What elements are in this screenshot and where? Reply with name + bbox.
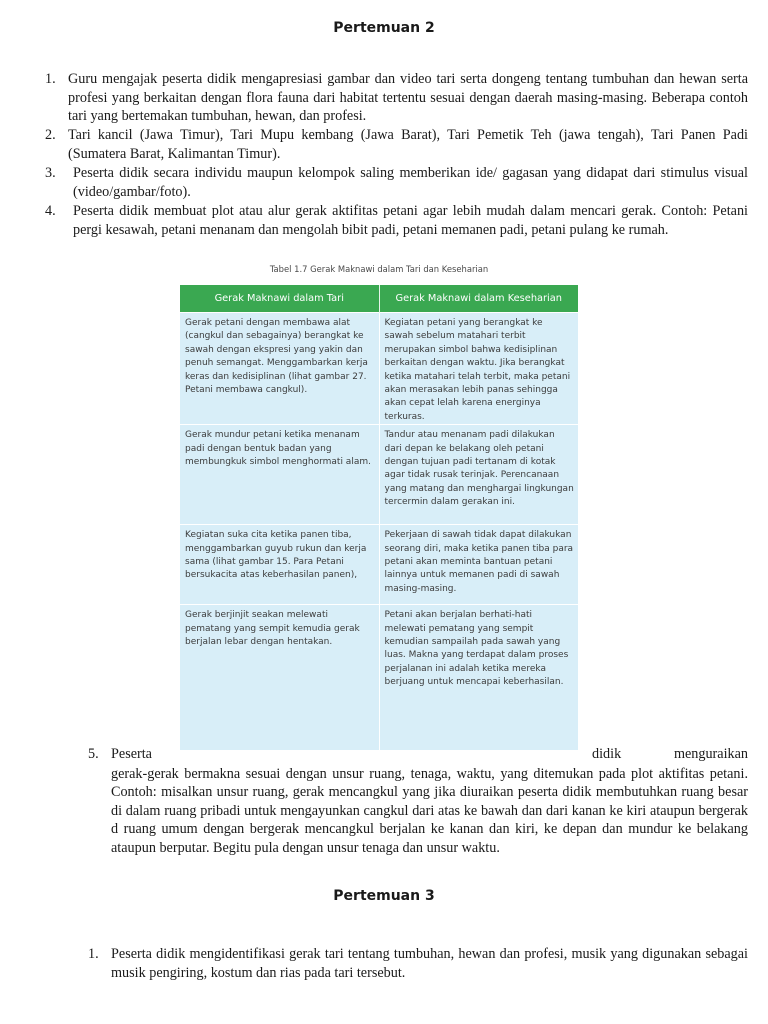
table-cell: Tandur atau menanam padi dilakukan dari depan ke belakang oleh petani dengan tujuan padi tertanam di kotak agar tidak rusak terinjak. Perencanaan yang matang dan menghargai lingkungan tercermin dalam gerakan ini. [379, 425, 578, 525]
meeting-2-list [45, 70, 748, 258]
meeting-3-list [88, 945, 748, 982]
table-header-cell: Gerak Maknawi dalam Tari [180, 285, 379, 313]
list-item-word: menguraikan [673, 746, 748, 762]
list-item-text: Peserta didik mengidentifikasi gerak tari tentang tumbuhan, hewan dan profesi, musik yang digunakan sebagai musik pengiring, kostum dan rias pada tari tersebut. [111, 946, 748, 981]
list-item-number: 1. [88, 946, 99, 962]
list-item [45, 126, 748, 164]
table-cell: Kegiatan petani yang berangkat ke sawah sebelum matahari terbit merupakan simbol bahwa kedisiplinan berkaitan dengan waktu. Jika berangkat ketika matahari telah terbit, maka petani akan merasakan lebih panas sehingga akan cepat lelah karena energinya terkuras. [379, 313, 578, 425]
table-caption: Tabel 1.7 Gerak Maknawi dalam Tari dan Keseharian [269, 264, 489, 274]
table-cell: Gerak mundur petani ketika menanam padi dengan bentuk badan yang membungkuk simbol menghormati alam. [180, 425, 379, 525]
list-item-number: 1. [45, 71, 56, 87]
page-title-meeting-3: Pertemuan 3 [333, 888, 435, 904]
table-row [180, 525, 578, 605]
list-item [45, 164, 748, 202]
list-item-text: Peserta didik secara individu maupun kelompok saling memberikan ide/ gagasan yang didapat dari stimulus visual (video/gambar/foto). [73, 165, 748, 200]
list-item-text: Guru mengajak peserta didik mengapresiasi gambar dan video tari serta dongeng tentang tumbuhan dan hewan serta profesi yang berkaitan dengan flora fauna dari habitat tertentu sesuai dengan daerah masing-masing. Beberapa contoh tari yang bertemakan tumbuhan, hewan, dan profesi. [68, 71, 748, 125]
table-header-cell: Gerak Maknawi dalam Keseharian [379, 285, 578, 313]
list-item-word: Peserta [111, 746, 152, 762]
list-item-number: 2. [45, 127, 56, 143]
table-row [180, 425, 578, 525]
list-item-number: 4. [45, 203, 56, 219]
list-item-number: 3. [45, 165, 56, 181]
table-cell: Petani akan berjalan berhati-hati melewati pematang yang sempit kemudian sampailah pada sawah yang luas. Makna yang terdapat dalam proses perjalanan ini adalah ketika mereka berjuang untuk mencapai keberhasilan. [379, 605, 578, 750]
table-cell: Kegiatan suka cita ketika panen tiba, menggambarkan guyub rukun dan kerja sama (lihat gambar 15. Para Petani bersukacita atas keberhasilan panen), [180, 525, 379, 605]
table-cell: Pekerjaan di sawah tidak dapat dilakukan seorang diri, maka ketika panen tiba para petani akan meminta bantuan petani lainnya untuk memanen padi di sawah masing-masing. [379, 525, 578, 605]
list-item-5-text: gerak-gerak bermakna sesuai dengan unsur ruang, tenaga, waktu, yang ditemukan pada plot aktifitas petani. Contoh: misalkan unsur ruang, gerak mencangkul yang jika diuraikan peserta didik membutuhkan ruang besar di dalam ruang pribadi untuk mengayunkan cangkul dari atas ke bawah dan dari kanan ke kiri ataupun bergerak d ruang umum dengan bergerak mencangkul berjalan ke kanan dan kiri, ke depan dan mundur ke belakang ataupun berputar. Begitu pula dengan unsur tenaga dan unsur waktu. [111, 766, 748, 856]
page-title-meeting-2: Pertemuan 2 [333, 20, 435, 36]
table-header-row [180, 285, 578, 313]
gerak-maknawi-table [180, 285, 578, 750]
list-item-number: 5. [88, 746, 99, 762]
list-item [88, 945, 748, 982]
table-cell: Gerak berjinjit seakan melewati pematang yang sempit kemudia gerak berjalan lebar dengan hentakan. [180, 605, 379, 750]
table-row [180, 313, 578, 425]
list-item [45, 202, 748, 258]
table-row [180, 605, 578, 750]
list-item-word: didik [592, 746, 622, 762]
list-item-text: Peserta didik membuat plot atau alur gerak aktifitas petani agar lebih mudah dalam mencari gerak. Contoh: Petani pergi kesawah, petani menanam dan mengolah bibit padi, petani memanen padi, petani pulang ke rumah. [73, 203, 748, 238]
table-cell: Gerak petani dengan membawa alat (cangkul dan sebagainya) berangkat ke sawah dengan ekspresi yang yakin dan penuh semangat. Menggambarkan kerja keras dan kedisiplinan (lihat gambar 27. Petani membawa cangkul). [180, 313, 379, 425]
list-item [45, 70, 748, 126]
list-item-5-first-line [88, 746, 748, 765]
list-item-text: Tari kancil (Jawa Timur), Tari Mupu kembang (Jawa Barat), Tari Pemetik Teh (jawa tengah), Tari Panen Padi (Sumatera Barat, Kalimantan Timur). [68, 127, 748, 162]
